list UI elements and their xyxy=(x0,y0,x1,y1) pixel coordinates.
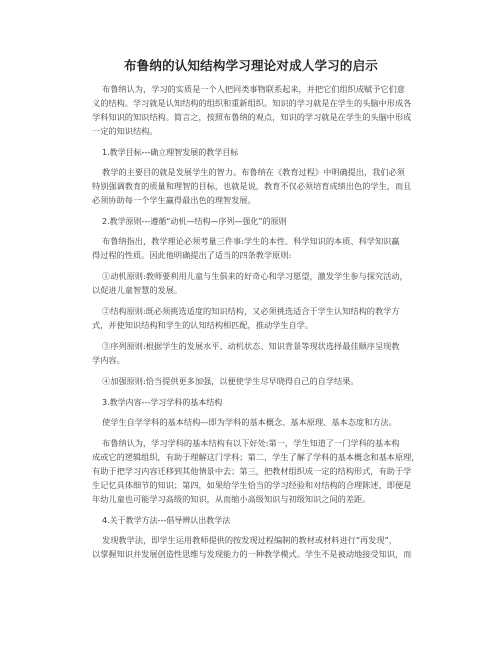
text-line: 生记忆具体细节的知识；第四，如果给学生恰当的学习经验和对结构的合理陈述，即便是 xyxy=(92,480,412,490)
text-line: 教学的主要目的就是发展学生的智力。布鲁纳在《教育过程》中明确提出，我们必须 xyxy=(102,167,405,177)
text-line: 成或它的逻辑组织，有助于理解这门学科；第二，学生了解了学科的基本概念和基本原理， xyxy=(92,452,420,462)
text-line: ③序列原则:根据学生的发展水平、动机状态、知识背景等现状选择最佳顺序呈现教 xyxy=(102,341,400,351)
document-title: 布鲁纳的认知结构学习理论对成人学习的启示 xyxy=(123,58,378,73)
text-line: 得过程的性质。因此他明确提出了适当的四条教学原则: xyxy=(92,250,292,260)
text-line: 有助于把学习内容迁移到其他情景中去；第三，把教材组织成一定的结构形式，有助于学 xyxy=(92,466,412,476)
text-line: 学科知识的知识结构。简言之，按照布鲁纳的观点，知识的学习就是在学生的头脑中形成 xyxy=(92,112,412,122)
section-heading: 3.教学内容---学习学科的基本结构 xyxy=(102,398,223,407)
text-line: 式，并使知识结构和学生的认知结构相匹配，推动学生自学。 xyxy=(92,320,314,330)
text-line: 一定的知识结构。 xyxy=(92,126,158,136)
text-line: 义的结构。学习就是认知结构的组织和重新组织。知识的学习就是在学生的头脑中形成各 xyxy=(92,98,412,108)
text-line: 以促进儿童智慧的发展。 xyxy=(92,285,183,295)
section-heading: 2.教学原则---遵循“动机—结构—序列—强化”的原则 xyxy=(102,217,287,226)
text-line: 发现教学法，即学生运用教师提供的按发现过程编制的教材或材料进行“再发现”， xyxy=(102,535,397,545)
text-line: ④加强原则:恰当提供更多加强，以便使学生尽早晓得自己的自学结果。 xyxy=(102,376,359,386)
text-line: 布鲁纳认为，学习的实质是一个人把同类事物联系起来，并把它们组织成赋予它们意 xyxy=(102,84,405,94)
section-heading: 4.关于教学方法---倡导辨认出教学法 xyxy=(102,516,231,525)
text-line: 年幼儿童也可能学习高级的知识，从而缩小高级知识与初级知识之间的差距。 xyxy=(92,494,371,504)
text-line: 布鲁纳认为，学习学科的基本结构有以下好处:第一，学生知道了一门学科的基本构 xyxy=(102,438,400,448)
section-heading: 1.教学目标---确立理智发展的教学目标 xyxy=(102,148,239,157)
text-line: 必须协助每一个学生赢得最出色的理智发展。 xyxy=(92,195,256,205)
text-line: ①动机原则:教师要利用儿童与生俱来的好奇心和学习愿望，激发学生参与探究活动， xyxy=(102,271,408,281)
text-line: ②结构原则:既必须挑选适度的知识结构，又必须挑选适合于学生认知结构的教学方 xyxy=(102,306,400,316)
text-line: 布鲁纳指出，教学理论必须考量三件事:学生的本性、科学知识的本质、科学知识赢 xyxy=(102,236,400,246)
text-line: 特别强调教育的质量和理智的目标，也就是说，教育不仅必须培育成绩出色的学生，而且 xyxy=(92,181,412,191)
text-line: 学内容。 xyxy=(92,355,125,365)
text-line: 以掌握知识并发展创造性思维与发现能力的一种教学模式。学生不是被动地接受知识，而 xyxy=(92,549,412,559)
text-line: 使学生自学学科的基本结构---即为学科的基本概念、基本原理、基本态度和方法。 xyxy=(102,417,397,427)
